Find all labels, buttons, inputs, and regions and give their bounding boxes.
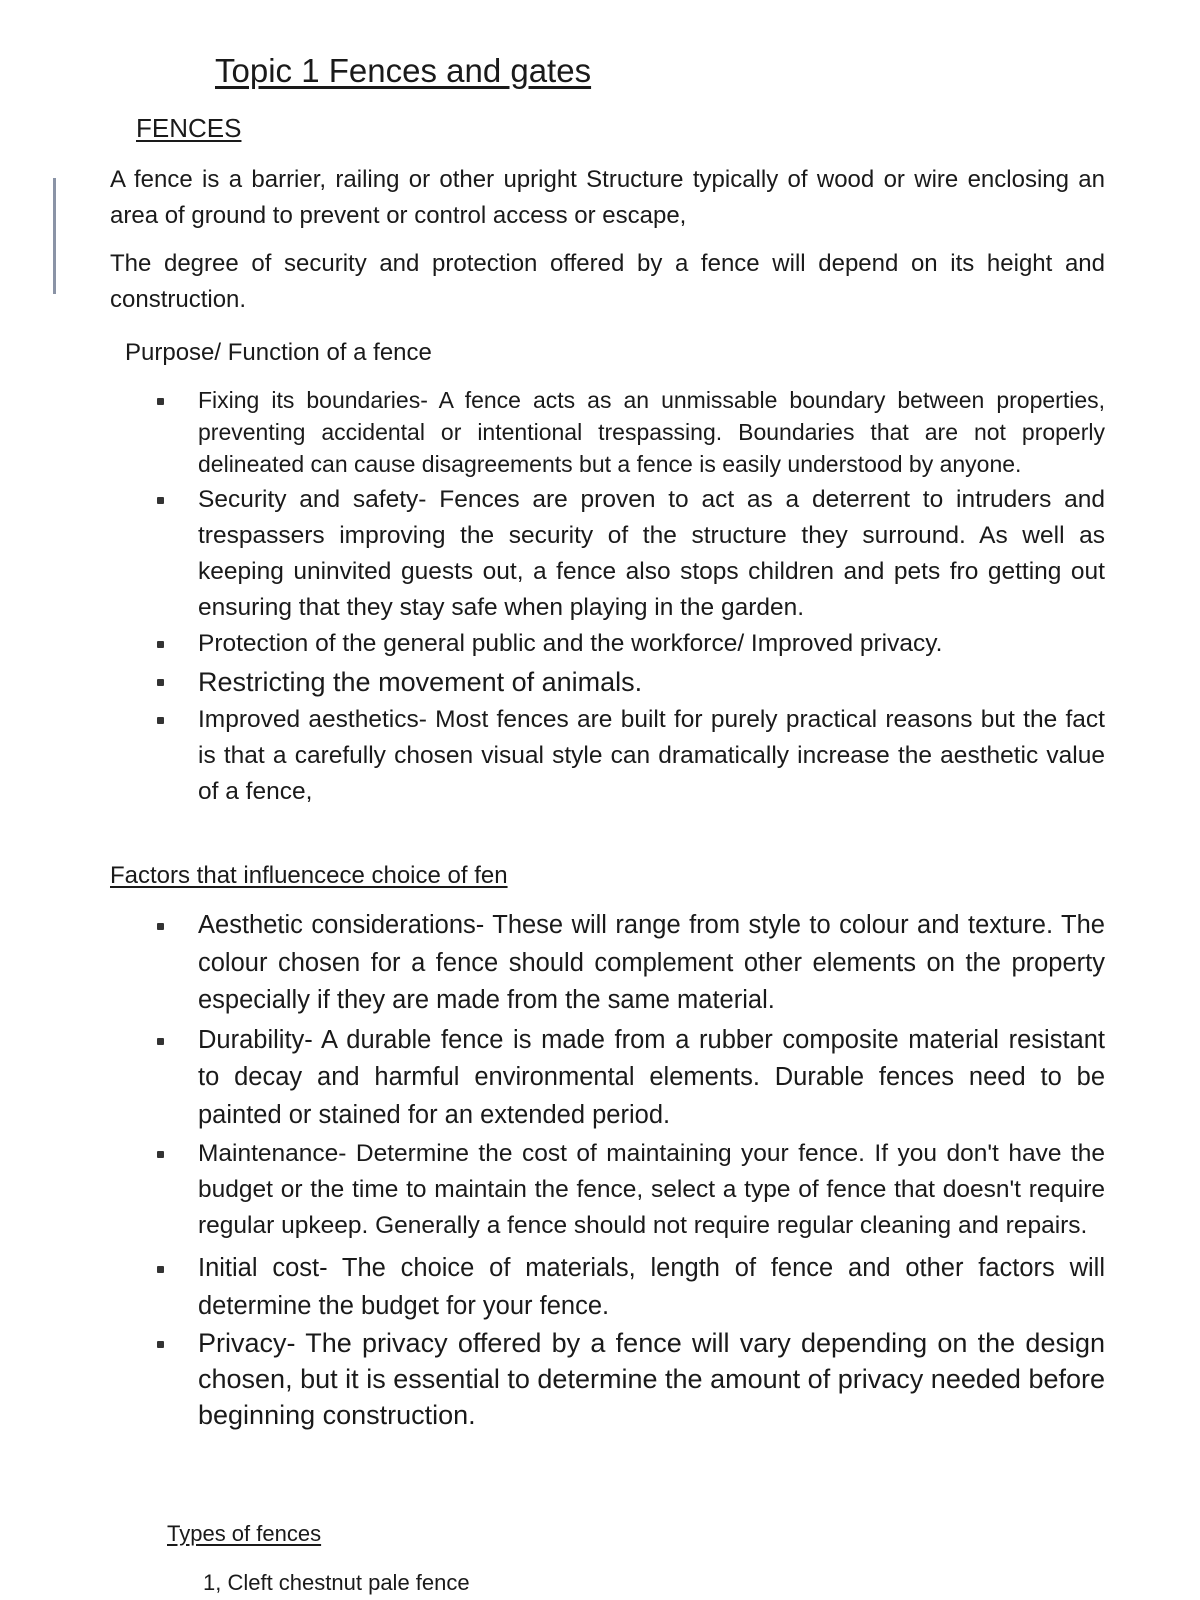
square-bullet-icon (157, 717, 164, 724)
list-item-text: Security and safety- Fences are proven to act as a deterrent to intruders and trespassers improving the security of the structure they surround. As well as keeping uninvited guests out, a fence also stops children and pets fro getting out ensuring that they stay safe when playing in the garden. (198, 486, 1105, 621)
factors-list (150, 907, 1105, 1433)
intro-paragraph-security: The degree of security and protection offered by a fence will depend on its height and construction. (110, 250, 1105, 313)
list-item-text: Aesthetic considerations- These will range from style to colour and texture. The colour chosen for a fence should complement other elements on the property especially if they are made from the same material. (198, 911, 1105, 1014)
square-bullet-icon (157, 1038, 164, 1045)
list-item (150, 1136, 1105, 1244)
section-heading-factors: Factors that influencece choice of fen (110, 862, 508, 889)
square-bullet-icon (157, 1341, 164, 1348)
list-item-text: Protection of the general public and the workforce/ Improved privacy. (198, 630, 943, 657)
list-item-text: Initial cost- The choice of materials, length of fence and other factors will determine the budget for your fence. (198, 1254, 1105, 1320)
section-heading-types: Types of fences (167, 1521, 322, 1546)
list-item-text: Privacy- The privacy offered by a fence will vary depending on the design chosen, but it is essential to determine the amount of privacy needed before beginning construction. (198, 1328, 1105, 1430)
document-title: Topic 1 Fences and gates (215, 52, 592, 89)
list-item (150, 384, 1105, 480)
list-item (150, 907, 1105, 1020)
list-item (150, 482, 1105, 626)
section-heading-purpose: Purpose/ Function of a fence (125, 339, 432, 366)
change-bar (53, 178, 56, 294)
square-bullet-icon (157, 497, 164, 504)
list-item-text: Restricting the movement of animals. (198, 667, 643, 697)
square-bullet-icon (157, 641, 164, 648)
square-bullet-icon (157, 1266, 164, 1273)
list-item-text: Fixing its boundaries- A fence acts as an unmissable boundary between properties, preventing accidental or intentional trespassing. Boundaries that are not properly delineated can cause disagreements but a fence is easily understood by anyone. (198, 387, 1105, 477)
square-bullet-icon (157, 1151, 164, 1158)
section-heading-fences: FENCES (136, 113, 242, 143)
square-bullet-icon (157, 679, 164, 686)
list-item-text: Durability- A durable fence is made from a rubber composite material resistant to decay and harmful environmental elements. Durable fences need to be painted or stained for an extended period. (198, 1025, 1105, 1129)
list-item-text: Maintenance- Determine the cost of maintaining your fence. If you don't have the budget or the time to maintain the fence, select a type of fence that doesn't require regular upkeep. Generally a fence should not require regular cleaning and repairs. (198, 1140, 1105, 1239)
list-item (150, 1250, 1105, 1325)
types-list-item: 1, Cleft chestnut pale fence (203, 1570, 470, 1595)
list-item (150, 1022, 1105, 1135)
list-item (150, 662, 1105, 702)
square-bullet-icon (157, 923, 164, 930)
purpose-list (150, 384, 1105, 810)
list-item (150, 626, 1105, 662)
list-item (150, 702, 1105, 810)
list-item-text: Improved aesthetics- Most fences are built for purely practical reasons but the fact is that a carefully chosen visual style can dramatically increase the aesthetic value of a fence, (198, 706, 1105, 805)
list-item (150, 1325, 1105, 1433)
square-bullet-icon (157, 398, 164, 405)
intro-paragraph-definition: A fence is a barrier, railing or other upright Structure typically of wood or wire enclosing an area of ground to prevent or control access or escape, (110, 166, 1105, 229)
